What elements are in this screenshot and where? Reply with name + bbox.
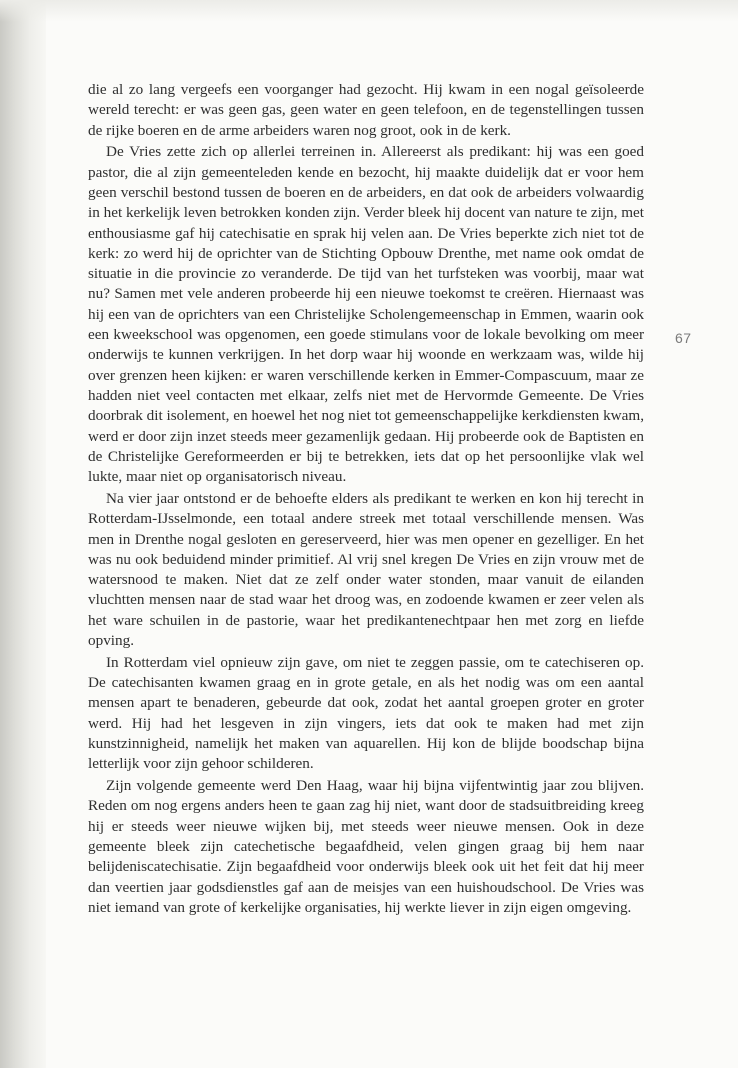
paragraph-continuation: die al zo lang vergeefs een voorganger had gezocht. Hij kwam in een nogal geïsoleerde wereld terecht: er was geen gas, geen water en geen telefoon, en de tegenstellingen tussen de rijke boeren en de arme arbeiders waren nog groot, ook in de kerk. bbox=[88, 81, 644, 139]
paragraph-rotterdam-catechisatie: In Rotterdam viel opnieuw zijn gave, om niet te zeggen passie, om te catechiseren op. De catechisanten kwamen graag en in grote getale, en als het nodig was om een aantal mensen apart te benaderen, gebeurde dat ook, zodat het aantal groepen groter en groter werd. Hij had het lesgeven in zijn vingers, iets dat ook te maken had met zijn kunstzinnigheid, namelijk het maken van aquarellen. Hij kon de blijde boodschap bijna letterlijk voor zijn gehoor schilderen. bbox=[88, 653, 644, 773]
body-text bbox=[88, 80, 644, 920]
paragraph-rotterdam-ijsselmonde: Na vier jaar ontstond er de behoefte elders als predikant te werken en kon hij terecht in Rotterdam-IJsselmonde, een totaal andere streek met totaal verschillende mensen. Was men in Drenthe nogal gesloten en gereserveerd, hier was men opener en gezelliger. En het was nu ook beduidend minder primitief. Al vrij snel kregen De Vries en zijn vrouw met de watersnood te maken. Niet dat ze zelf onder water stonden, maar vanuit de eilanden vluchtten mensen naar de stad waar het droog was, en zodoende kwamen er zeer velen als het ware schuilen in de pastorie, waar het predikantenechtpaar hen met zorg en liefde opving. bbox=[88, 489, 644, 650]
page-number: 67 bbox=[675, 330, 692, 346]
paragraph-de-vries-terreinen: De Vries zette zich op allerlei terreinen in. Allereerst als predikant: hij was een goed pastor, die al zijn gemeenteleden kende en bezocht, hij maakte duidelijk dat er voor hem geen verschil bestond tussen de boeren en de arbeiders, en dat ook de arbeiders volwaardig in het kerkelijk leven betrokken konden zijn. Verder bleek hij docent van nature te zijn, met enthousiasme gaf hij catechisatie en sprak hij velen aan. De Vries beperkte zich niet tot de kerk: zo werd hij de oprichter van de Stichting Opbouw Drenthe, met name ook omdat de situatie in die provincie zo veranderde. De tijd van het turfsteken was voorbij, maar wat nu? Samen met vele anderen probeerde hij een nieuwe toekomst te creëren. Hiernaast was hij een van de oprichters van een Christelijke Scholengemeenschap in Emmen, waarin ook een kweekschool was opgenomen, een goede stimulans voor de lokale bevolking om meer onderwijs te kunnen verkrijgen. In het dorp waar hij woonde en werkzaam was, wilde hij over grenzen heen kijken: er waren verschillende kerken in Emmer-Compascuum, maar ze hadden niet veel contacten met elkaar, zelfs niet met de Hervormde Gemeente. De Vries doorbrak dit isolement, en hoewel het nog niet tot gemeenschappelijke kerkdiensten kwam, werd er door zijn inzet steeds meer gezamenlijk gedaan. Hij probeerde ook de Baptisten en de Christelijke Gereformeerden er bij te betrekken, iets dat op het persoonlijke vlak wel lukte, maar niet op organisatorisch niveau. bbox=[88, 143, 644, 486]
page-top-edge bbox=[0, 0, 738, 22]
paragraph-den-haag: Zijn volgende gemeente werd Den Haag, waar hij bijna vijfentwintig jaar zou blijven. Reden om nog ergens anders heen te gaan zag hij niet, want door de stadsuitbreiding kreeg hij er steeds weer nieuwe wijken bij, met steeds weer nieuwe mensen. Ook in deze gemeente bleek zijn catechetische begaafdheid, velen gingen graag bij hem naar belijdeniscatechisatie. Zijn begaafdheid voor onderwijs bleek ook uit het feit dat hij meer dan veertien jaar godsdienstles gaf aan de meisjes van een huishoudschool. De Vries was niet iemand van grote of kerkelijke organisaties, hij werkte liever in zijn eigen omgeving. bbox=[88, 777, 644, 916]
book-spine-shadow bbox=[0, 0, 46, 1068]
